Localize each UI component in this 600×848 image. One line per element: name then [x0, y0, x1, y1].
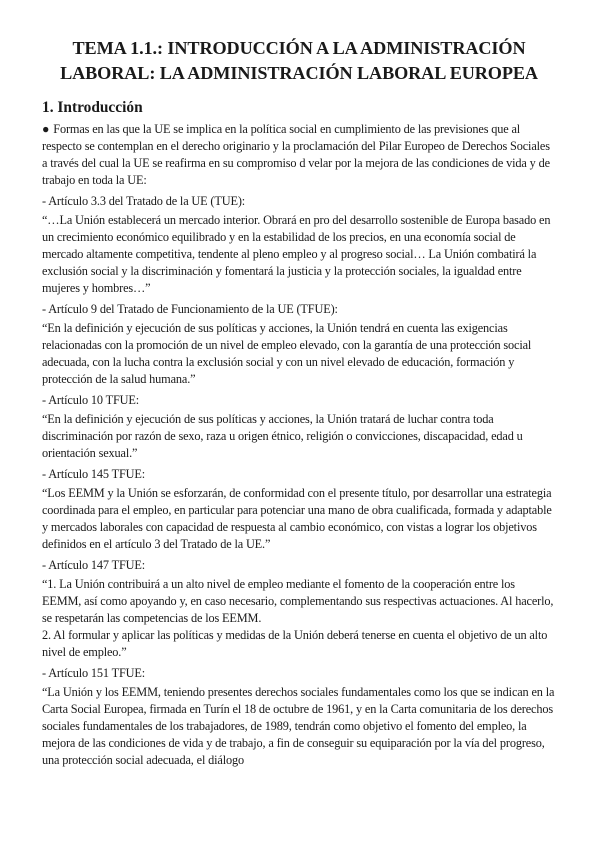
article-text: “En la definición y ejecución de sus políticas y acciones, la Unión tratará de luchar contra toda discriminación por razón de sexo, raza u origen étnico, religión o convicciones, discapacidad, edad u orientación sexual.” [42, 412, 523, 460]
article-heading: - Artículo 3.3 del Tratado de la UE (TUE): [42, 194, 246, 208]
article-heading: - Artículo 10 TFUE: [42, 393, 140, 407]
title-line-2: LABORAL: LA ADMINISTRACIÓN LABORAL EUROPEA [60, 63, 538, 83]
article-text: “En la definición y ejecución de sus políticas y acciones, la Unión tendrá en cuenta las exigencias relacionadas con la promoción de un nivel de empleo elevado, con la garantía de una protección social adecuada, con la lucha contra la exclusión social y con un nivel elevado de educación, formación y protección de la salud humana.” [42, 321, 532, 386]
article-text: “Los EEMM y la Unión se esforzarán, de conformidad con el presente título, por desarrollar una estrategia coordinada para el empleo, en particular para potenciar una mano de obra cualificada, formada y adaptable y mercados laborales con capacidad de respuesta al cambio económico, con vistas a lograr los objetivos definidos en el artículo 3 del Tratado de la UE.” [42, 486, 552, 551]
article-heading: - Artículo 151 TFUE: [42, 666, 146, 680]
article-heading: - Artículo 145 TFUE: [42, 467, 146, 481]
article-text-continued: 2. Al formular y aplicar las políticas y medidas de la Unión deberá tenerse en cuenta el objetivo de un alto nivel de empleo.” [42, 628, 548, 659]
intro-text: Formas en las que la UE se implica en la política social en cumplimiento de las previsiones que al respecto se contemplan en el derecho originario y la proclamación del Pilar Europeo de Derechos Sociales a través del cual la UE se reafirma en su compromiso d velar por la mejora de las condiciones de vida y de trabajo en toda la UE: [42, 122, 550, 187]
article-heading: - Artículo 147 TFUE: [42, 558, 146, 572]
bullet-icon: ● [42, 122, 50, 136]
article-heading: - Artículo 9 del Tratado de Funcionamiento de la UE (TFUE): [42, 302, 338, 316]
article-text: “…La Unión establecerá un mercado interior. Obrará en pro del desarrollo sostenible de Europa basado en un crecimiento económico equilibrado y en la estabilidad de los precios, en una economía social de mercado altamente competitiva, tendente al pleno empleo y al progreso social… La Unión combatirá la exclusión social y la discriminación y fomentará la justicia y la protección sociales, la igualdad entre mujeres y hombres…” [42, 213, 551, 295]
document-page [42, 36, 556, 772]
intro-paragraph [42, 121, 556, 189]
document-title [42, 36, 556, 86]
article-text: “La Unión y los EEMM, teniendo presentes derechos sociales fundamentales como los que se indican en la Carta Social Europea, firmada en Turín el 18 de octubre de 1961, y en la Carta comunitaria de los derechos sociales fundamentales de los trabajadores, de 1989, tendrán como objetivo el fomento del empleo, la mejora de las condiciones de vida y de trabajo, a fin de conseguir su equiparación por la vía del progreso, una protección social adecuada, el diálogo [42, 685, 555, 767]
section-heading: 1. Introducción [42, 99, 143, 116]
article-text: “1. La Unión contribuirá a un alto nivel de empleo mediante el fomento de la cooperación entre los EEMM, así como apoyando y, en caso necesario, complementando sus respectivas actuaciones. Al hacerlo, se respetarán las competencias de los EEMM. [42, 577, 554, 625]
title-line-1: TEMA 1.1.: INTRODUCCIÓN A LA ADMINISTRACIÓN [72, 38, 526, 58]
